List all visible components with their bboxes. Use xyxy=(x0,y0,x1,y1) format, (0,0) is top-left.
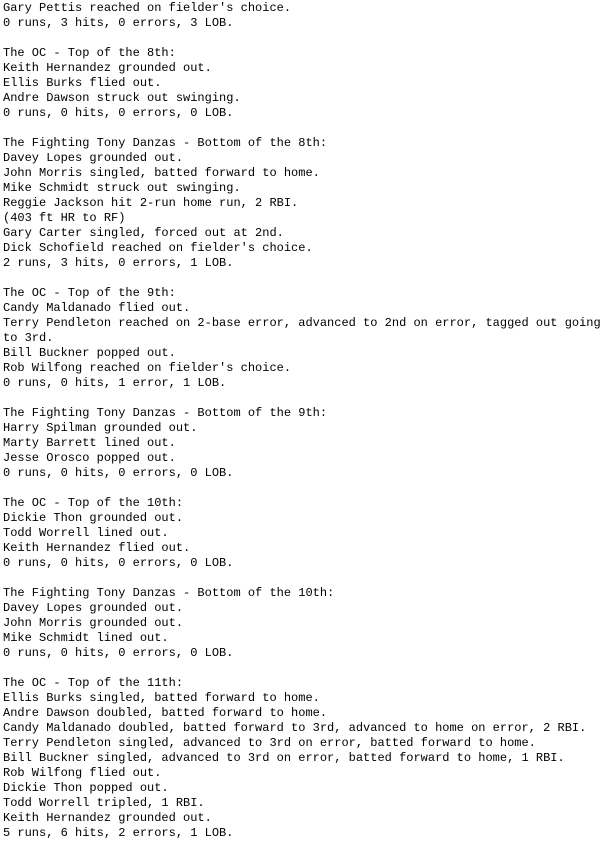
blank-line xyxy=(3,481,608,496)
play-line: John Morris singled, batted forward to home. xyxy=(3,166,320,180)
play-line: 0 runs, 0 hits, 0 errors, 0 LOB. xyxy=(3,466,234,480)
play-line: Dickie Thon grounded out. xyxy=(3,511,184,525)
play-line: 0 runs, 0 hits, 1 error, 1 LOB. xyxy=(3,376,227,390)
inning-heading: The Fighting Tony Danzas - Bottom of the 9th: xyxy=(3,406,328,420)
inning-heading: The OC - Top of the 10th: xyxy=(3,496,184,510)
play-line: 5 runs, 6 hits, 2 errors, 1 LOB. xyxy=(3,826,234,840)
blank-line xyxy=(3,121,608,136)
play-line: Reggie Jackson hit 2-run home run, 2 RBI. xyxy=(3,196,299,210)
play-line: 2 runs, 3 hits, 0 errors, 1 LOB. xyxy=(3,256,234,270)
play-line: Bill Buckner popped out. xyxy=(3,346,176,360)
play-line: Andre Dawson doubled, batted forward to home. xyxy=(3,706,328,720)
play-line: Mike Schmidt struck out swinging. xyxy=(3,181,241,195)
play-line: 0 runs, 0 hits, 0 errors, 0 LOB. xyxy=(3,646,234,660)
inning-heading: The Fighting Tony Danzas - Bottom of the 8th: xyxy=(3,136,328,150)
play-line: Keith Hernandez flied out. xyxy=(3,541,191,555)
blank-line xyxy=(3,661,608,676)
blank-line xyxy=(3,571,608,586)
play-line: Keith Hernandez grounded out. xyxy=(3,811,212,825)
inning-heading: The Fighting Tony Danzas - Bottom of the 10th: xyxy=(3,586,335,600)
play-line: Davey Lopes grounded out. xyxy=(3,151,184,165)
play-line: John Morris grounded out. xyxy=(3,616,184,630)
blank-line xyxy=(3,31,608,46)
play-line: Todd Worrell lined out. xyxy=(3,526,169,540)
play-line: Andre Dawson struck out swinging. xyxy=(3,91,241,105)
play-line: 0 runs, 0 hits, 0 errors, 0 LOB. xyxy=(3,556,234,570)
play-line: Davey Lopes grounded out. xyxy=(3,601,184,615)
play-line: Keith Hernandez grounded out. xyxy=(3,61,212,75)
play-line: Harry Spilman grounded out. xyxy=(3,421,198,435)
play-line: Ellis Burks flied out. xyxy=(3,76,162,90)
inning-heading: The OC - Top of the 8th: xyxy=(3,46,176,60)
play-line: Gary Pettis reached on fielder's choice. xyxy=(3,1,292,15)
blank-line xyxy=(3,271,608,286)
play-line: Terry Pendleton reached on 2-base error, advanced to 2nd on error, tagged out going to 3rd. xyxy=(3,316,608,345)
play-line: Mike Schmidt lined out. xyxy=(3,631,169,645)
play-line: Ellis Burks singled, batted forward to home. xyxy=(3,691,320,705)
blank-line xyxy=(3,391,608,406)
play-line: Candy Maldanado doubled, batted forward to 3rd, advanced to home on error, 2 RBI. xyxy=(3,721,587,735)
play-line: Jesse Orosco popped out. xyxy=(3,451,176,465)
play-line: Marty Barrett lined out. xyxy=(3,436,176,450)
play-line: Todd Worrell tripled, 1 RBI. xyxy=(3,796,205,810)
play-line: Gary Carter singled, forced out at 2nd. xyxy=(3,226,284,240)
play-line: Rob Wilfong flied out. xyxy=(3,766,162,780)
inning-heading: The OC - Top of the 9th: xyxy=(3,286,176,300)
play-line: Bill Buckner singled, advanced to 3rd on error, batted forward to home, 1 RBI. xyxy=(3,751,565,765)
play-line: Rob Wilfong reached on fielder's choice. xyxy=(3,361,292,375)
play-line: (403 ft HR to RF) xyxy=(3,211,126,225)
play-line: Candy Maldanado flied out. xyxy=(3,301,191,315)
play-line: 0 runs, 0 hits, 0 errors, 0 LOB. xyxy=(3,106,234,120)
play-line: Dick Schofield reached on fielder's choice. xyxy=(3,241,313,255)
play-line: 0 runs, 3 hits, 0 errors, 3 LOB. xyxy=(3,16,234,30)
play-line: Terry Pendleton singled, advanced to 3rd on error, batted forward to home. xyxy=(3,736,536,750)
inning-heading: The OC - Top of the 11th: xyxy=(3,676,184,690)
play-line: Dickie Thon popped out. xyxy=(3,781,169,795)
